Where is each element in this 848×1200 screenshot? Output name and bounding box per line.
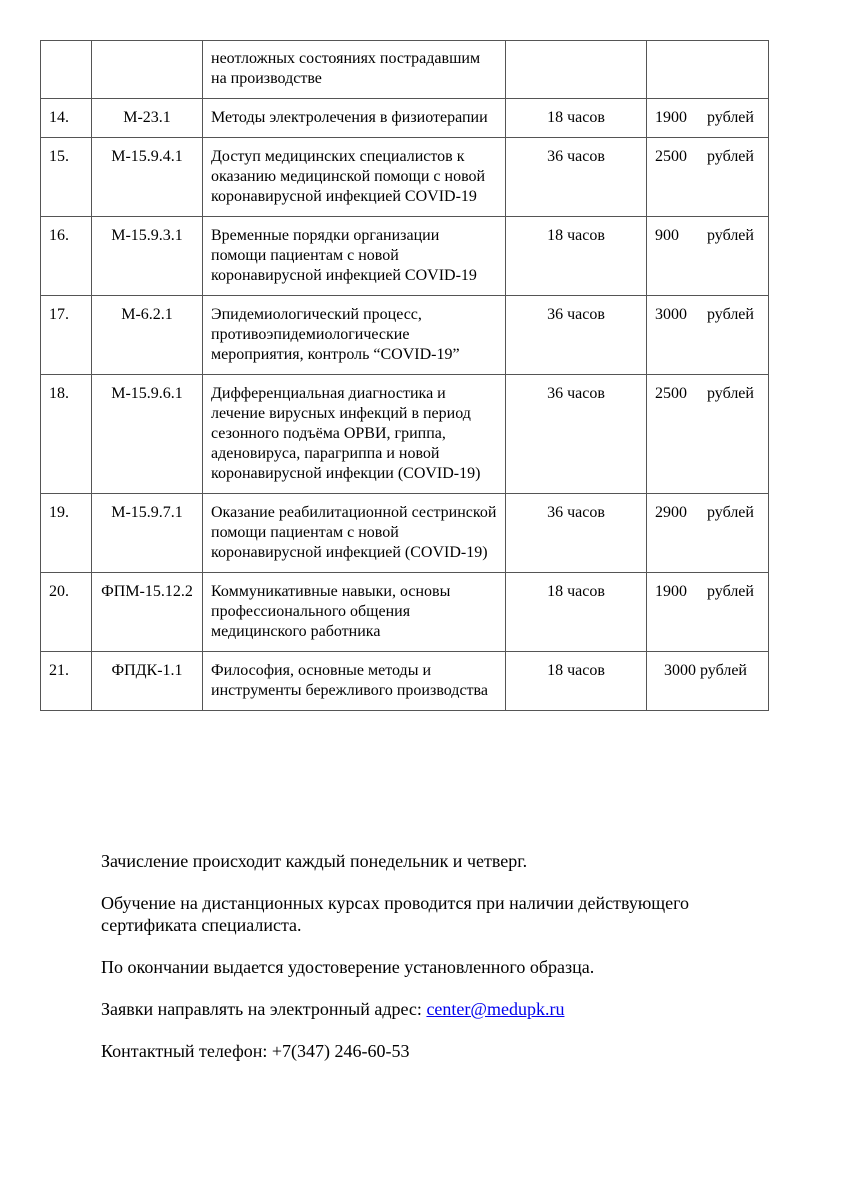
course-hours: 36 часов [506,138,647,217]
course-title: Дифференциальная диагностика и лечение вирусных инфекций в период сезонного подъёма ОРВИ, гриппа, аденовируса, парагриппа и новой коронавирусной инфекции (COVID-19) [203,375,506,494]
price-amount: 3000 [664,662,697,679]
row-number: 15. [41,138,92,217]
table-row [41,296,769,375]
course-price [647,217,769,296]
course-code: М-15.9.7.1 [92,494,203,573]
row-number: 18. [41,375,92,494]
price-unit: рублей [707,385,754,402]
course-title: Оказание реабилитационной сестринской помощи пациентам с новой коронавирусной инфекцией (COVID-19) [203,494,506,573]
price-unit: рублей [707,583,754,600]
course-code [92,41,203,99]
course-hours: 18 часов [506,573,647,652]
course-price [647,494,769,573]
course-title: Временные порядки организации помощи пациентам с новой коронавирусной инфекцией COVID-19 [203,217,506,296]
course-title: Методы электролечения в физиотерапии [203,99,506,138]
price-unit: рублей [707,148,754,165]
course-title: неотложных состояниях пострадавшим на производстве [203,41,506,99]
course-code: М-15.9.6.1 [92,375,203,494]
table-row [41,375,769,494]
course-code: М-6.2.1 [92,296,203,375]
application-label: Заявки направлять на электронный адрес: [101,999,427,1019]
row-number: 21. [41,652,92,711]
course-price [647,138,769,217]
price-amount: 3000 [655,306,687,323]
table-row [41,652,769,711]
contact-phone: Контактный телефон: +7(347) 246-60-53 [101,1041,410,1061]
footer-info [101,850,781,1082]
course-code: М-23.1 [92,99,203,138]
price-amount: 900 [655,227,679,244]
course-title: Философия, основные методы и инструменты бережливого производства [203,652,506,711]
certificate-note: По окончании выдается удостоверение установленного образца. [101,957,595,977]
row-number [41,41,92,99]
price-amount: 2500 [655,148,687,165]
price-amount: 2900 [655,504,687,521]
row-number: 20. [41,573,92,652]
course-title: Коммуникативные навыки, основы профессионального общения медицинского работника [203,573,506,652]
table-row [41,138,769,217]
email-link[interactable]: center@medupk.ru [426,999,565,1019]
price-unit: рублей [707,227,754,244]
price-amount: 1900 [655,109,687,126]
course-hours: 18 часов [506,99,647,138]
course-code: ФПДК-1.1 [92,652,203,711]
price-unit: рублей [707,109,754,126]
row-number: 17. [41,296,92,375]
course-price [647,652,769,711]
course-price [647,296,769,375]
course-price [647,41,769,99]
course-code: М-15.9.3.1 [92,217,203,296]
course-title: Доступ медицинских специалистов к оказанию медицинской помощи с новой коронавирусной инфекцией COVID-19 [203,138,506,217]
price-unit: рублей [707,306,754,323]
price-amount: 1900 [655,583,687,600]
row-number: 14. [41,99,92,138]
distance-note: Обучение на дистанционных курсах проводится при наличии действующего сертификата специалиста. [101,893,690,935]
price-amount: 2500 [655,385,687,402]
price-unit: рублей [700,662,747,679]
course-price [647,375,769,494]
table-row [41,99,769,138]
price-unit: рублей [707,504,754,521]
table-row [41,494,769,573]
course-hours: 18 часов [506,652,647,711]
course-hours: 36 часов [506,494,647,573]
course-hours: 36 часов [506,296,647,375]
enrollment-note: Зачисление происходит каждый понедельник и четверг. [101,851,528,871]
table-row [41,573,769,652]
course-price [647,573,769,652]
course-hours: 18 часов [506,217,647,296]
course-hours [506,41,647,99]
row-number: 19. [41,494,92,573]
courses-table [40,40,769,711]
course-hours: 36 часов [506,375,647,494]
table-row [41,41,769,99]
row-number: 16. [41,217,92,296]
course-code: М-15.9.4.1 [92,138,203,217]
course-code: ФПМ-15.12.2 [92,573,203,652]
course-price [647,99,769,138]
application-note [101,998,781,1020]
course-title: Эпидемиологический процесс, противоэпидемиологические мероприятия, контроль “COVID-19” [203,296,506,375]
table-row [41,217,769,296]
